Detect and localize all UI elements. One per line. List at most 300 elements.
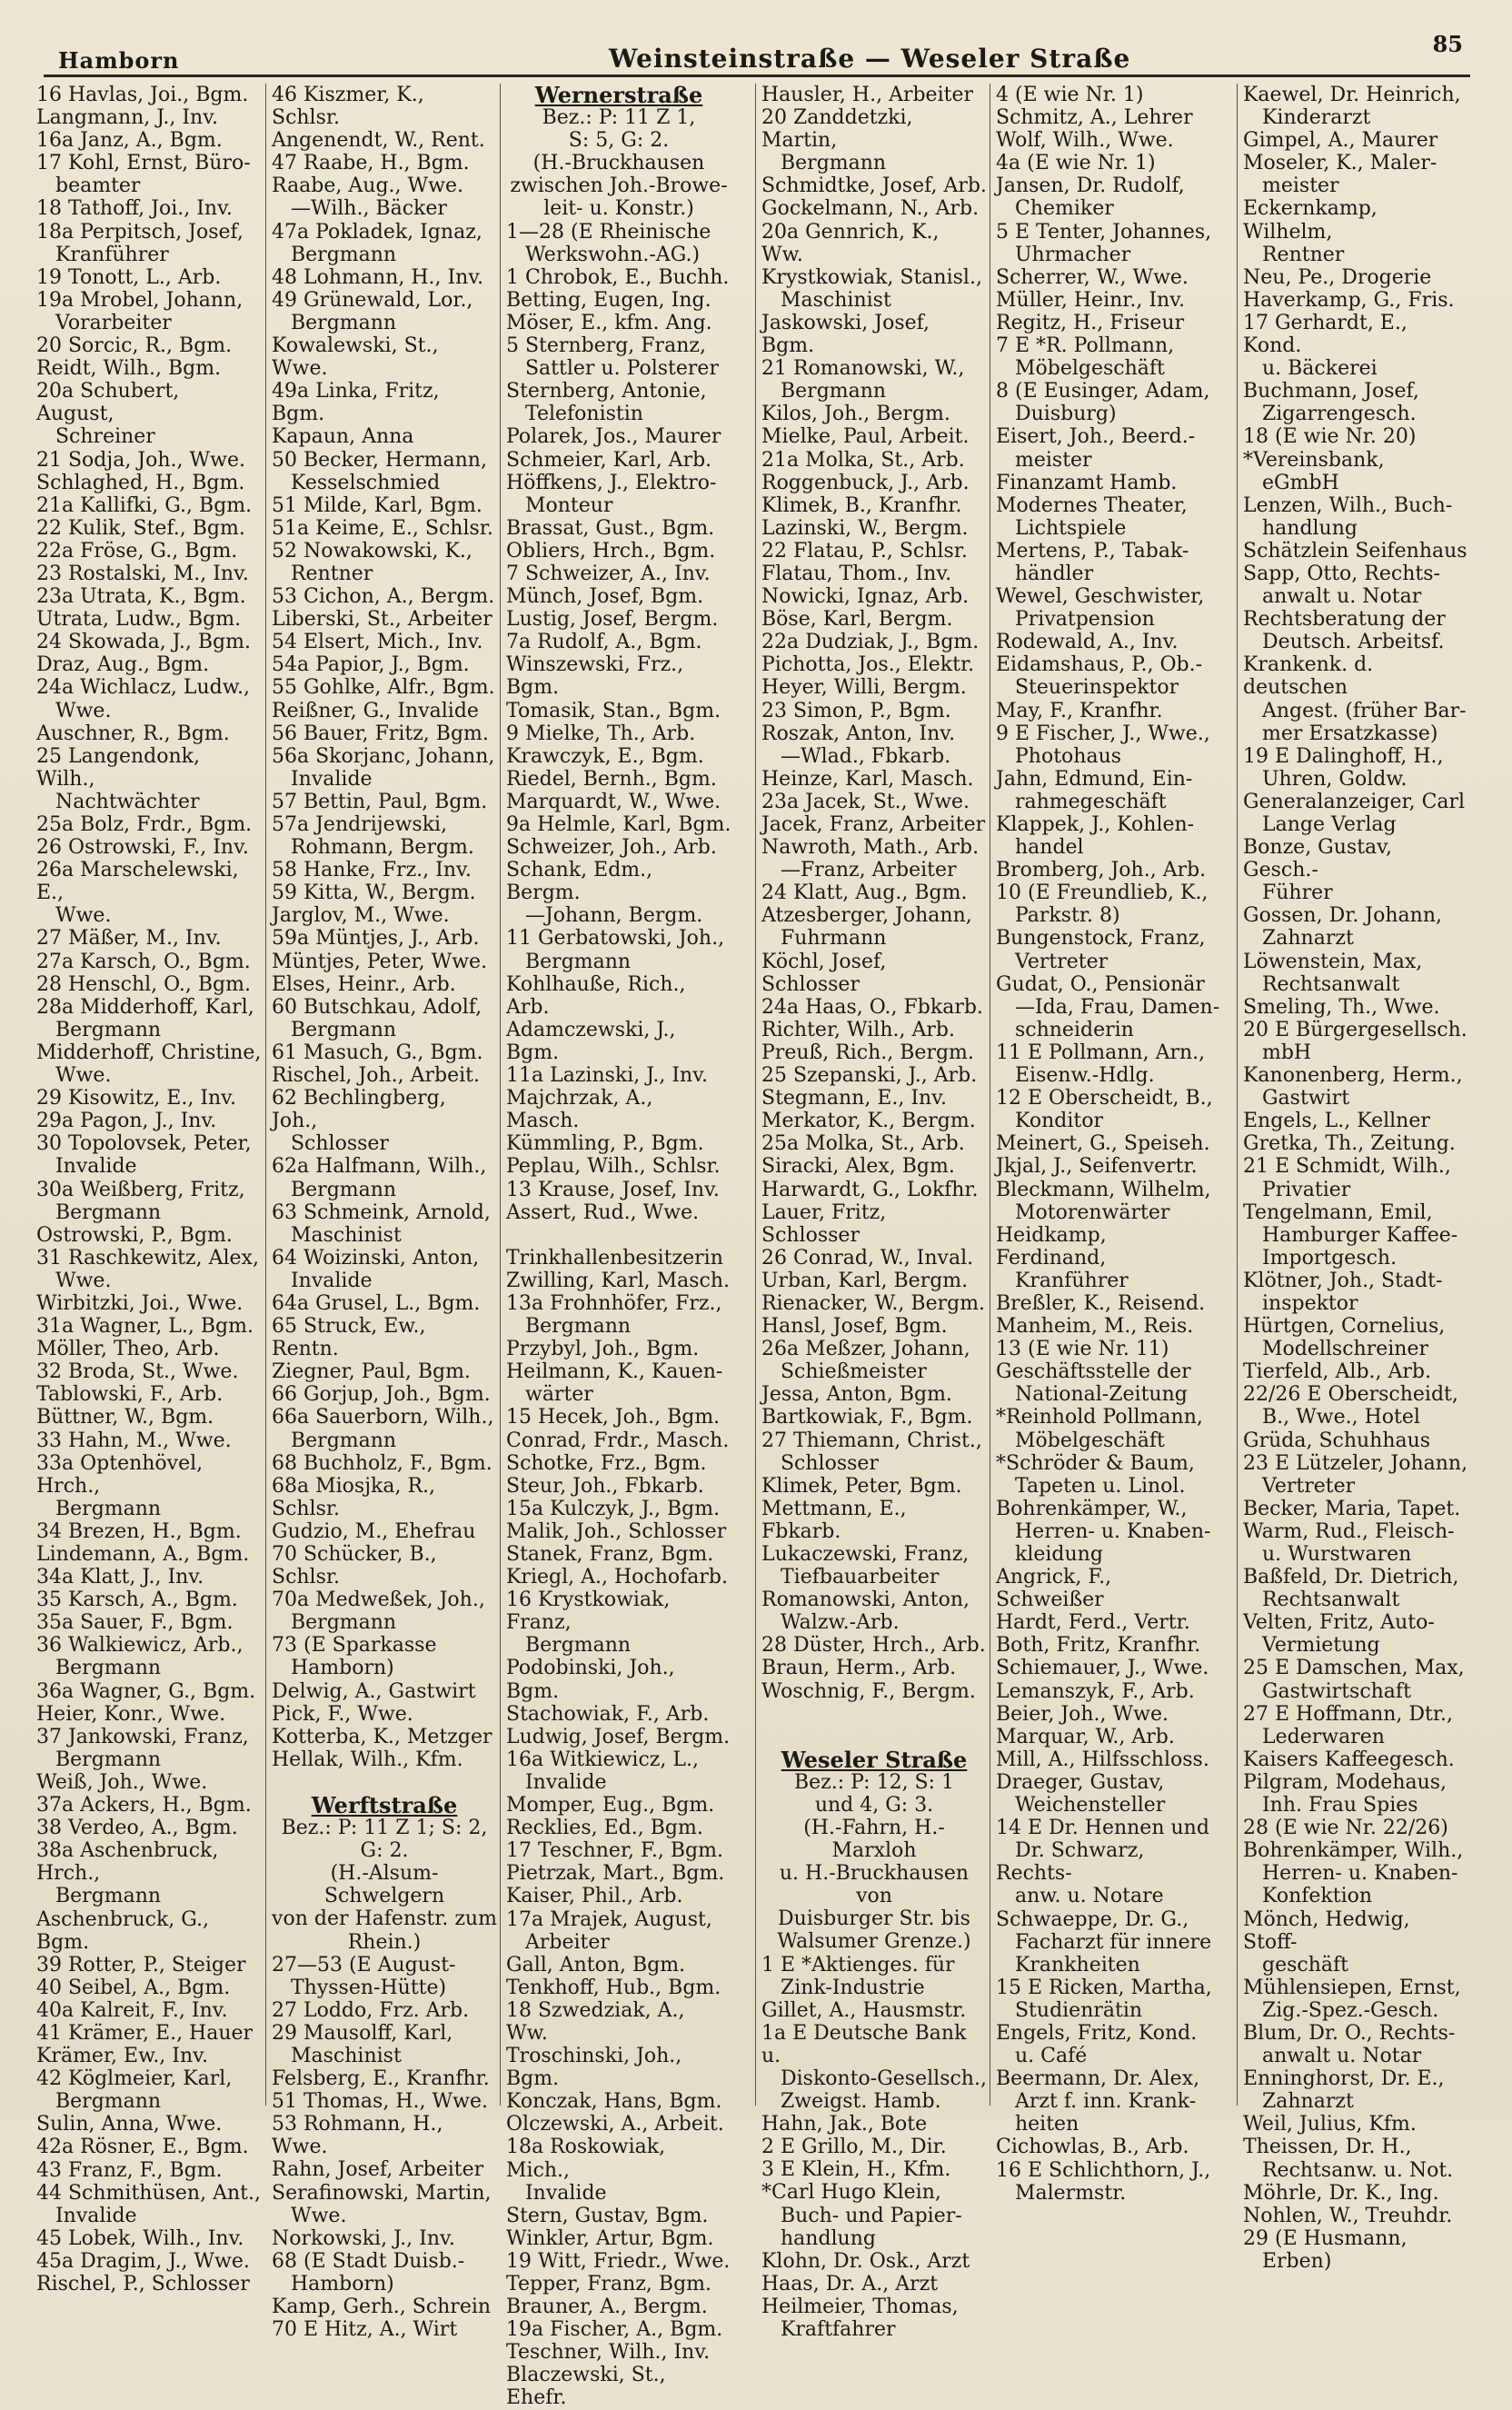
directory-entry: 26 Conrad, W., Inval. xyxy=(761,1246,974,1270)
directory-entry: 7 E *R. Pollmann, xyxy=(996,334,1175,358)
directory-entry: Fuhrmann xyxy=(761,927,887,951)
directory-entry: Blum, Dr. O., Rechts- xyxy=(1243,2021,1456,2045)
directory-entry: Grüda, Schuhhaus xyxy=(1243,1429,1431,1452)
directory-entry: 29a Pagon, J., Inv. xyxy=(36,1110,217,1133)
directory-entry: 18a Perpitsch, Josef, xyxy=(36,220,244,244)
page-number: 85 xyxy=(1432,31,1463,57)
directory-entry: Woschnig, F., Bergm. xyxy=(761,1679,976,1703)
directory-entry: 56a Skorjanc, Johann, xyxy=(272,744,495,768)
directory-entry: Velten, Fritz, Auto- xyxy=(1243,1611,1435,1635)
directory-entry: Hürtgen, Cornelius, xyxy=(1243,1315,1446,1339)
directory-entry: Bromberg, Joh., Arb. xyxy=(996,859,1207,882)
directory-entry: Wwe. xyxy=(36,1064,112,1088)
directory-entry: 15 Hecek, Joh., Bgm. xyxy=(506,1406,721,1429)
directory-entry: Zweigst. Hamb. xyxy=(761,2090,941,2114)
directory-entry: Heinze, Karl, Masch. xyxy=(761,767,974,791)
directory-entry: Sulin, Anna, Wwe. xyxy=(36,2113,223,2136)
directory-entry: 17 Teschner, F., Bgm. xyxy=(506,1839,723,1863)
directory-entry: Malermstr. xyxy=(996,2181,1127,2205)
directory-entry: *Reinhold Pollmann, xyxy=(996,1406,1203,1429)
directory-entry: Gudzio, M., Ehefrau xyxy=(272,1519,476,1543)
directory-entry: wärter xyxy=(506,1383,593,1407)
directory-entry: Möller, Theo, Arb. xyxy=(36,1338,220,1361)
directory-entry: Führer xyxy=(1243,881,1333,905)
directory-entry: 42 Köglmeier, Karl, xyxy=(36,2067,233,2091)
directory-entry: 49a Linka, Fritz, Bgm. xyxy=(272,380,446,426)
column-5 xyxy=(990,84,1225,2205)
directory-entry: 24 Klatt, Aug., Bgm. xyxy=(761,881,968,905)
directory-entry: Bohrenkämper, Wilh., xyxy=(1243,1839,1464,1863)
directory-entry: Felsberg, E., Kranfhr. xyxy=(272,2067,490,2091)
directory-entry: 62a Halfmann, Wilh., xyxy=(272,1155,487,1179)
directory-entry: Vertreter xyxy=(996,950,1109,973)
directory-entry: Schank, Edm., Bergm. xyxy=(506,859,660,905)
directory-entry: Rechtsberatung der xyxy=(1243,608,1446,632)
directory-entry: Schiemauer, J., Wwe. xyxy=(996,1657,1209,1680)
directory-entry: 15a Kulczyk, J., Bgm. xyxy=(506,1497,721,1520)
directory-entry: Geschäftsstelle der xyxy=(996,1360,1191,1384)
directory-entry: 64 Woizinski, Anton, xyxy=(272,1246,480,1270)
directory-entry: 22a Fröse, G., Bgm. xyxy=(36,539,238,563)
directory-entry: 20a Gennrich, K., Ww. xyxy=(761,220,946,266)
directory-entry: Mill, A., Hilfsschloss. xyxy=(996,1748,1209,1771)
directory-entry: Tengelmann, Emil, xyxy=(1243,1200,1433,1224)
directory-entry: 16 E Schlichthorn, J., xyxy=(996,2158,1211,2182)
directory-entry: 13 (E wie Nr. 11) xyxy=(996,1338,1169,1361)
directory-entry: 21 E Schmidt, Wilh., xyxy=(1243,1155,1451,1179)
street-description: Bez.: P: 12, S: 1 xyxy=(793,1770,955,1794)
directory-entry: Beermann, Dr. Alex, xyxy=(996,2067,1200,2091)
directory-entry: Schlosser xyxy=(761,1451,879,1475)
directory-entry: 13 Krause, Josef, Inv. xyxy=(506,1178,720,1201)
directory-entry: Angest. (früher Bar- xyxy=(1243,699,1467,722)
directory-entry: Buch- und Papier- xyxy=(761,2204,962,2227)
directory-entry: Vertreter xyxy=(1243,1474,1356,1498)
directory-entry: Marquardt, W., Wwe. xyxy=(506,790,721,813)
directory-entry: Vorarbeiter xyxy=(36,311,172,334)
spacer xyxy=(266,1771,501,1794)
directory-entry: National-Zeitung xyxy=(996,1383,1188,1407)
directory-entry: 29 Kisowitz, E., Inv. xyxy=(36,1087,236,1110)
header-rule xyxy=(44,75,1470,77)
directory-entry: Bergmann xyxy=(506,950,632,973)
directory-entry: Mertens, P., Tabak- xyxy=(996,539,1189,563)
directory-entry: Schlaghed, H., Bgm. xyxy=(36,471,245,494)
directory-entry: Mönch, Hedwig, Stoff- xyxy=(1243,1907,1417,1954)
directory-entry: Hausler, H., Arbeiter xyxy=(761,84,973,106)
directory-entry: 33 Hahn, M., Wwe. xyxy=(36,1429,232,1452)
directory-entry: 11 E Pollmann, Arn., xyxy=(996,1041,1206,1064)
directory-entry: Kohlhauße, Rich., Arb. xyxy=(506,972,692,1019)
directory-entry: Teschner, Wilh., Inv. xyxy=(506,2341,711,2365)
directory-entry: Bergmann xyxy=(272,1611,397,1635)
directory-entry: Theissen, Dr. H., xyxy=(1243,2136,1412,2159)
street-description: Rhein.) xyxy=(347,1930,422,1954)
street-description: Duisburger Str. bis xyxy=(778,1907,970,1931)
directory-entry: Konditor xyxy=(996,1110,1103,1133)
directory-entry: 9 E Fischer, J., Wwe., xyxy=(996,722,1210,745)
directory-entry: Atzesberger, Johann, xyxy=(761,904,972,928)
directory-entry: Lichtspiele xyxy=(996,516,1127,540)
directory-entry: 11 Gerbatowski, Joh., xyxy=(506,927,725,951)
street-description: G: 2. xyxy=(360,1839,409,1863)
directory-entry: Bonze, Gustav, Gesch.- xyxy=(1243,836,1398,882)
directory-entry: 37a Ackers, H., Bgm. xyxy=(36,1794,252,1817)
directory-entry: 30a Weißberg, Fritz, xyxy=(36,1178,245,1201)
directory-entry: 25a Bolz, Frdr., Bgm. xyxy=(36,813,253,836)
directory-entry: Reißner, G., Invalide xyxy=(272,699,479,722)
directory-entry: Weiß, Joh., Wwe. xyxy=(36,1770,208,1794)
directory-entry: Klimek, Peter, Bgm. xyxy=(761,1474,962,1498)
directory-entry: Konfektion xyxy=(1243,1885,1373,1908)
directory-entry: Nohlen, W., Treuhdr. xyxy=(1243,2204,1453,2227)
directory-entry: Importgesch. xyxy=(1243,1246,1398,1270)
directory-entry: Rechtsanwalt xyxy=(1243,1588,1400,1612)
directory-entry: Uhrmacher xyxy=(996,243,1131,266)
directory-entry: 13a Frohnhöfer, Frz., xyxy=(506,1291,722,1315)
directory-entry: 1a E Deutsche Bank u. xyxy=(761,2021,973,2067)
directory-entry: Mielke, Paul, Arbeit. xyxy=(761,425,970,449)
directory-entry: 36 Walkiewicz, Arb., xyxy=(36,1634,244,1658)
directory-entry: Cichowlas, B., Arb. xyxy=(996,2136,1189,2159)
directory-entry: *Carl Hugo Klein, xyxy=(761,2181,941,2205)
directory-entry: 22 Flatau, P., Schlsr. xyxy=(761,539,968,563)
directory-entry: Hardt, Ferd., Vertr. xyxy=(996,1611,1190,1635)
directory-entry: 70a Medweßek, Joh., xyxy=(272,1588,485,1612)
directory-entry: Lustig, Josef, Bergm. xyxy=(506,608,719,632)
directory-entry: Gastwirt xyxy=(1243,1087,1350,1110)
directory-entry: Eisenw.-Hdlg. xyxy=(996,1064,1155,1088)
directory-entry: Jahn, Edmund, Ein- xyxy=(996,767,1193,791)
directory-entry: 20 Zanddetzki, Martin, xyxy=(761,106,920,153)
directory-entry: Ostrowski, P., Bgm. xyxy=(36,1223,233,1247)
directory-entry: 31 Raschkewitz, Alex, xyxy=(36,1246,259,1270)
directory-entry: 28 (E wie Nr. 22/26) xyxy=(1243,1817,1448,1840)
directory-entry: Konczak, Hans, Bgm. xyxy=(506,2090,722,2114)
directory-entry: 47a Pokladek, Ignaz, xyxy=(272,220,482,244)
directory-entry: handlung xyxy=(1243,516,1358,540)
directory-entry: 11a Lazinski, J., Inv. xyxy=(506,1064,709,1088)
directory-entry: Finanzamt Hamb. xyxy=(996,471,1178,494)
directory-entry: Kowalewski, St., Wwe. xyxy=(272,334,445,381)
directory-entry: Zig.-Spez.-Gesch. xyxy=(1243,1998,1439,2022)
directory-entry: Bergmann xyxy=(761,152,887,175)
directory-entry: mer Ersatzkasse) xyxy=(1243,722,1438,745)
directory-entry: heiten xyxy=(996,2113,1079,2136)
directory-entry: Schätzlein Seifenhaus xyxy=(1243,539,1467,563)
directory-entry: Maschinist xyxy=(761,288,891,312)
directory-entry: Bohrenkämper, W., xyxy=(996,1497,1188,1520)
directory-entry: geschäft xyxy=(1243,1953,1348,1977)
directory-entry: Schlosser xyxy=(272,1132,389,1156)
directory-entry: Wolf, Wilh., Wwe. xyxy=(996,129,1174,153)
directory-entry: handlung xyxy=(761,2226,876,2250)
directory-entry: Nawroth, Math., Arb. xyxy=(761,836,980,860)
directory-entry: u. Bäckerei xyxy=(1243,357,1378,381)
directory-entry: Kraftfahrer xyxy=(761,2318,896,2341)
directory-entry: Warm, Rud., Fleisch- xyxy=(1243,1519,1455,1543)
directory-entry: Kaewel, Dr. Heinrich, xyxy=(1243,84,1461,106)
directory-entry: Privatpension xyxy=(996,608,1155,632)
directory-entry: Herren- u. Knaben- xyxy=(1243,1862,1458,1886)
directory-entry: 25 Langendonk, Wilh., xyxy=(36,744,206,791)
directory-entry: 1—28 (E Rheinische xyxy=(506,220,711,244)
directory-entry: May, F., Kranfhr. xyxy=(996,699,1163,722)
directory-entry: Gudat, O., Pensionär xyxy=(996,972,1205,996)
directory-entry: Vermietung xyxy=(1243,1634,1380,1658)
directory-entry: 66a Sauerborn, Wilh., xyxy=(272,1406,494,1429)
directory-entry: Klötner, Joh., Stadt- xyxy=(1243,1269,1443,1292)
directory-entry: Klappek, J., Kohlen- xyxy=(996,813,1195,836)
directory-entry: 35 Karsch, A., Bgm. xyxy=(36,1588,238,1612)
directory-entry: 54a Papior, J., Bgm. xyxy=(272,653,470,677)
directory-entry: Telefonistin xyxy=(506,403,643,426)
directory-entry: Krankheiten xyxy=(996,1953,1140,1977)
directory-entry: Invalide xyxy=(36,1155,137,1179)
directory-entry: 23 E Lützeler, Johann, xyxy=(1243,1451,1468,1475)
directory-entry: 23a Utrata, K., Bgm. xyxy=(36,585,246,609)
directory-entry: Möser, E., kfm. Ang. xyxy=(506,311,712,334)
street-description: und 4, G: 3. xyxy=(814,1793,934,1817)
directory-entry: Hellak, Wilh., Kfm. xyxy=(272,1748,463,1771)
directory-entry: 21a Molka, St., Arb. xyxy=(761,448,965,472)
column-6 xyxy=(1237,84,1472,2273)
directory-entry: händler xyxy=(996,562,1094,585)
directory-entry: Rienacker, W., Bergm. xyxy=(761,1291,986,1315)
directory-entry: Brauner, A., Bergm. xyxy=(506,2295,708,2319)
directory-entry: Walzw.-Arb. xyxy=(761,1611,900,1635)
directory-entry: Draz, Aug., Bgm. xyxy=(36,653,210,677)
directory-entry: 46 Kiszmer, K., Schlsr. xyxy=(272,84,431,130)
directory-entry: Gall, Anton, Bgm. xyxy=(506,1953,686,1977)
directory-entry: Modellschreiner xyxy=(1243,1338,1428,1361)
directory-entry: 18 (E wie Nr. 20) xyxy=(1243,425,1417,449)
directory-entry: Bungenstock, Franz, xyxy=(996,927,1206,951)
directory-entry: Rechtsanwalt xyxy=(1243,972,1400,996)
directory-entry: Hansl, Josef, Bgm. xyxy=(761,1315,948,1339)
directory-entry: Neu, Pe., Drogerie xyxy=(1243,265,1432,289)
directory-entry: Bergmann xyxy=(36,1200,162,1224)
directory-entry: 27 Mäßer, M., Inv. xyxy=(36,927,222,951)
directory-entry: Heilmeier, Thomas, xyxy=(761,2295,959,2318)
directory-entry: Richter, Wilh., Arb. xyxy=(761,1018,955,1041)
directory-entry: Krawczyk, E., Bgm. xyxy=(506,744,704,768)
directory-entry: Tapeten u. Linol. xyxy=(996,1474,1186,1498)
directory-entry: 58 Hanke, Frz., Inv. xyxy=(272,859,472,882)
directory-entry: 21a Kallifki, G., Bgm. xyxy=(36,493,253,517)
directory-entry: Modernes Theater, xyxy=(996,493,1188,517)
directory-entry: 28a Midderhoff, Karl, xyxy=(36,995,254,1019)
directory-entry: 19a Mrobel, Johann, xyxy=(36,288,244,312)
directory-entry: 23 Simon, P., Bgm. xyxy=(761,699,951,722)
directory-entry: Draeger, Gustav, xyxy=(996,1770,1165,1794)
directory-entry: Becker, Maria, Tapet. xyxy=(1243,1497,1461,1520)
directory-entry: schneiderin xyxy=(996,1018,1134,1041)
directory-entry: Gimpel, A., Maurer xyxy=(1243,129,1438,153)
directory-entry: 38a Aschenbruck, Hrch., xyxy=(36,1839,225,1886)
directory-entry: Zink-Industrie xyxy=(761,1976,925,1999)
directory-entry: 10 (E Freundlieb, K., xyxy=(996,881,1209,905)
header-street-range: Weinsteinstraße — Weseler Straße xyxy=(609,44,1131,74)
directory-entry: Sattler u. Polsterer xyxy=(506,357,719,381)
directory-entry: 53 Cichon, A., Bergm. xyxy=(272,585,495,609)
directory-entry: Sternberg, Antonie, xyxy=(506,380,707,403)
directory-entry: 45 Lobek, Wilh., Inv. xyxy=(36,2226,244,2250)
directory-entry: Münch, Josef, Bgm. xyxy=(506,585,704,609)
directory-entry: Duisburg) xyxy=(996,403,1117,426)
street-description: (H.-Bruckhausen xyxy=(532,152,705,175)
directory-entry: Preuß, Rich., Bergm. xyxy=(761,1041,974,1064)
directory-entry: Reidt, Wilh., Bgm. xyxy=(36,357,222,381)
directory-entry: 27 E Hoffmann, Dtr., xyxy=(1243,1702,1453,1726)
directory-entry: Invalide xyxy=(272,767,373,791)
directory-entry: Winkler, Artur, Bgm. xyxy=(506,2226,714,2250)
directory-entry: Bergmann xyxy=(272,311,397,334)
directory-entry: Schmitz, A., Lehrer xyxy=(996,106,1193,130)
directory-entry: Rentner xyxy=(1243,243,1345,266)
directory-entry: Ziegner, Paul, Bgm. xyxy=(272,1360,471,1384)
directory-entry: Adamczewski, J., Bgm. xyxy=(506,1018,682,1064)
directory-entry: Dr. Schwarz, Rechts- xyxy=(996,1839,1151,1886)
directory-entry: Schießmeister xyxy=(761,1360,927,1384)
directory-entry: Möbelgeschäft xyxy=(996,357,1165,381)
directory-entry: Invalide xyxy=(506,2181,607,2205)
directory-entry: 25 Szepanski, J., Arb. xyxy=(761,1064,978,1088)
directory-entry: Löwenstein, Max, xyxy=(1243,950,1423,973)
directory-entry: Lederwaren xyxy=(1243,1725,1385,1748)
directory-entry: Ludwig, Josef, Bergm. xyxy=(506,1725,731,1748)
directory-entry: Pick, F., Wwe. xyxy=(272,1702,413,1726)
directory-entry: Mettmann, E., Fbkarb. xyxy=(761,1497,913,1543)
directory-entry: Kanonenberg, Herm., xyxy=(1243,1064,1463,1088)
directory-entry: Enninghorst, Dr. E., xyxy=(1243,2067,1445,2091)
directory-entry: 63 Schmeink, Arnold, xyxy=(272,1200,491,1224)
directory-entry: Recklies, Ed., Bgm. xyxy=(506,1817,703,1840)
directory-entry: Invalide xyxy=(36,2204,137,2227)
directory-entry: 34 Brezen, H., Bgm. xyxy=(36,1519,242,1543)
directory-entry: Bergmann xyxy=(36,1657,162,1680)
directory-entry: Gossen, Dr. Johann, xyxy=(1243,904,1442,928)
directory-entry: Auschner, R., Bgm. xyxy=(36,722,230,745)
directory-entry: Merkator, K., Bergm. xyxy=(761,1110,976,1133)
directory-entry: 17a Mrajek, August, xyxy=(506,1907,712,1931)
directory-entry: 15 E Ricken, Martha, xyxy=(996,1976,1212,1999)
street-description: u. H.-Bruckhausen von xyxy=(779,1862,976,1908)
directory-entry: Lange Verlag xyxy=(1243,813,1397,836)
directory-entry: —Ida, Frau, Damen- xyxy=(996,995,1220,1019)
directory-entry: Serafinowski, Martin, xyxy=(272,2181,492,2205)
directory-entry: Privatier xyxy=(1243,1178,1351,1201)
directory-entry: Tiefbauarbeiter xyxy=(761,1566,940,1589)
directory-entry: Gretka, Th., Zeitung. xyxy=(1243,1132,1456,1156)
directory-entry: Rischel, Joh., Arbeit. xyxy=(272,1064,481,1088)
directory-entry: Chemiker xyxy=(996,197,1114,221)
directory-entry: Tierfeld, Alb., Arb. xyxy=(1243,1360,1431,1384)
directory-entry: Lauer, Fritz, Schlosser xyxy=(761,1200,893,1247)
directory-entry: 16 Krystkowiak, Franz, xyxy=(506,1588,677,1635)
directory-entry: 73 (E Sparkasse xyxy=(272,1634,437,1658)
directory-entry: Kriegl, A., Hochofarb. xyxy=(506,1566,728,1589)
directory-entry: Arbeiter xyxy=(506,1930,610,1954)
directory-entry: —Franz, Arbeiter xyxy=(761,859,957,882)
directory-entry: Bergmann xyxy=(36,1885,162,1908)
directory-entry: 9a Helmle, Karl, Bgm. xyxy=(506,813,731,836)
directory-entry: Tomasik, Stan., Bgm. xyxy=(506,699,721,722)
directory-entry: Urban, Karl, Bergm. xyxy=(761,1269,969,1292)
directory-entry: 26a Marschelewski, E., xyxy=(36,859,245,905)
directory-entry: Eidamshaus, P., Ob.- xyxy=(996,653,1203,677)
directory-entry: Pilgram, Modehaus, xyxy=(1243,1770,1447,1794)
directory-entry: Kranführer xyxy=(36,243,169,266)
directory-entry: 68 (E Stadt Duisb.- xyxy=(272,2249,465,2273)
street-heading: Weseler Straße xyxy=(781,1746,968,1773)
directory-entry: 55 Gohlke, Alfr., Bgm. xyxy=(272,676,495,700)
directory-entry: Mühlensiepen, Ernst, xyxy=(1243,1976,1461,1999)
directory-entry: Böse, Karl, Bergm. xyxy=(761,608,953,632)
directory-entry: Schwaeppe, Dr. G., xyxy=(996,1907,1189,1931)
directory-entry: Gillet, A., Hausmstr. xyxy=(761,1998,967,2022)
directory-entry: Both, Fritz, Kranfhr. xyxy=(996,1634,1201,1658)
street-description: (H.-Fahrn, H.-Marxloh xyxy=(803,1816,945,1863)
directory-entry: Lenzen, Wilh., Buch- xyxy=(1243,493,1453,517)
directory-entry: 65 Struck, Ew., Rentn. xyxy=(272,1315,433,1361)
directory-entry: Elses, Heinr., Arb. xyxy=(272,972,456,996)
directory-entry: Büttner, W., Bgm. xyxy=(36,1406,214,1429)
directory-entry: 3 E Klein, H., Kfm. xyxy=(761,2158,951,2182)
directory-entry: Rentner xyxy=(272,562,373,585)
directory-entry: 7 Schweizer, A., Inv. xyxy=(506,562,711,585)
directory-entry: Engels, L., Kellner xyxy=(1243,1110,1430,1133)
directory-entry: 25a Molka, St., Arb. xyxy=(761,1132,965,1156)
directory-entry: 14 E Dr. Hennen und xyxy=(996,1817,1209,1840)
directory-entry: 23 Rostalski, M., Inv. xyxy=(36,562,249,585)
directory-entry: Bergmann xyxy=(36,2090,162,2114)
street-description: Bez.: P: 11 Z 1, xyxy=(542,106,696,130)
directory-entry: Roszak, Anton, Inv. xyxy=(761,722,956,745)
directory-entry: Breßler, K., Reisend. xyxy=(996,1291,1206,1315)
directory-entry: 59a Müntjes, J., Arb. xyxy=(272,927,480,951)
directory-entry: 24 Skowada, J., Bgm. xyxy=(36,631,251,654)
directory-entry: 21 Sodja, Joh., Wwe. xyxy=(36,448,245,472)
directory-entry: Wwe. xyxy=(272,2204,347,2227)
directory-entry: —Wlad., Fbkarb. xyxy=(761,744,951,768)
directory-entry: Bergmann xyxy=(272,1429,397,1452)
directory-entry: Lazinski, W., Bergm. xyxy=(761,516,969,540)
directory-entry: Klimek, B., Kranfhr. xyxy=(761,493,962,517)
directory-entry: kleidung xyxy=(996,1543,1103,1566)
directory-entry: Bergmann xyxy=(272,1018,397,1041)
directory-entry: 41 Krämer, E., Hauer xyxy=(36,2021,254,2045)
directory-entry: Bergmann xyxy=(36,1018,162,1041)
directory-entry: 35a Sauer, F., Bgm. xyxy=(36,1611,234,1635)
directory-entry: Zwilling, Karl, Masch. xyxy=(506,1269,731,1292)
directory-entry: Möhrle, Dr. K., Ing. xyxy=(1243,2181,1439,2205)
directory-entry: 20 Sorcic, R., Bgm. xyxy=(36,334,233,358)
directory-entry: Bergmann xyxy=(272,243,397,266)
directory-entry: 19 E Dalinghoff, H., xyxy=(1243,744,1444,768)
directory-entry: Haas, Dr. A., Arzt xyxy=(761,2272,939,2295)
directory-entry: 40a Kalreit, F., Inv. xyxy=(36,1998,228,2022)
directory-entry: Roggenbuck, J., Arb. xyxy=(761,471,970,494)
directory-entry: Assert, Rud., Wwe. xyxy=(506,1200,700,1224)
directory-entry: 18a Roskowiak, Mich., xyxy=(506,2136,672,2182)
directory-entry: Photohaus xyxy=(996,744,1122,768)
directory-entry: 59 Kitta, W., Bergm. xyxy=(272,881,476,905)
street-heading: Wernerstraße xyxy=(534,82,703,108)
directory-entry: 27 Loddo, Frz. Arb. xyxy=(272,1998,470,2022)
directory-entry: Schotke, Frz., Bgm. xyxy=(506,1451,707,1475)
directory-entry: 20 E Bürgergesellsch. xyxy=(1243,1018,1467,1041)
